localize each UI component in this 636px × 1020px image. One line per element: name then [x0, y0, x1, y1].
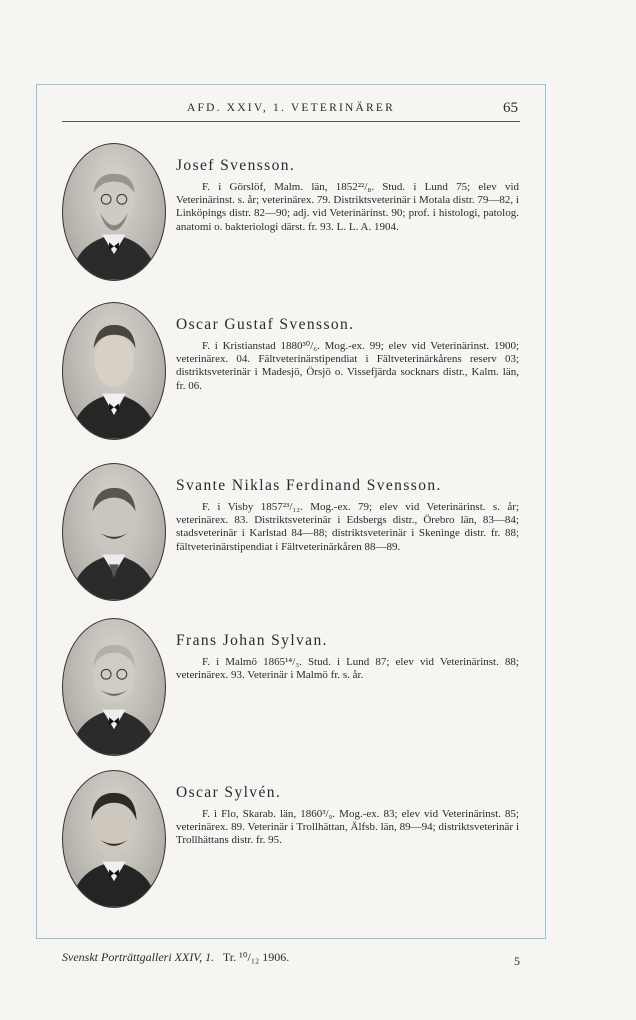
- portrait-photo: [62, 302, 166, 440]
- signature-mark: 5: [514, 954, 520, 968]
- printing-date: Tr. ¹⁰/₁₂ 1906.: [222, 950, 290, 964]
- portrait-photo: [62, 618, 166, 756]
- person-name: Frans Johan Sylvan.: [176, 632, 328, 649]
- portrait-figure-icon: [63, 464, 165, 600]
- person-name: Oscar Gustaf Svensson.: [176, 316, 355, 333]
- biography-text: F. i Malmö 1865¹⁴/₃. Stud. i Lund 87; elev vid Veterinärinst. 88; veterinärex. 93. Veterinär i Malmö fr. s. år.: [176, 656, 519, 682]
- portrait-photo: [62, 463, 166, 601]
- portrait-figure-icon: [63, 144, 165, 280]
- biography-text: F. i Flo, Skarab. län, 1860³/₉. Mog.-ex. 83; elev vid Veterinärinst. 85; veterinärex. 89. Veterinär i Trollhättan, Älfsb. län, 89—94; distriktsveterinär i Trollhättans distr. fr. 95.: [176, 808, 519, 847]
- portrait-figure-icon: [63, 619, 165, 755]
- biography-text: F. i Visby 1857²³/₁₂. Mog.-ex. 79; elev vid Veterinärinst. s. år; veterinärex. 83. Distriktsveterinär i Edsbergs distr., Örebro län, 83—84; stadsveterinär i Karlstad 84—88; distriktsveterinär i Skeninge distr. fr. 88; fältveterinärstipendiat i Fältveterinärkåren 88—89.: [176, 501, 519, 553]
- page-footer: [62, 950, 522, 968]
- page-number: 65: [503, 100, 518, 116]
- person-name: Josef Svensson.: [176, 157, 296, 174]
- portrait-figure-icon: [63, 303, 165, 439]
- portrait-figure-icon: [63, 771, 165, 907]
- portrait-photo: [62, 143, 166, 281]
- person-name: Svante Niklas Ferdinand Svensson.: [176, 477, 442, 494]
- person-name: Oscar Sylvén.: [176, 784, 282, 801]
- publication-title: Svenskt Porträttgalleri XXIV, 1.: [62, 950, 215, 964]
- portrait-photo: [62, 770, 166, 908]
- biography-text: F. i Görslöf, Malm. län, 1852²²/₈. Stud. i Lund 75; elev vid Veterinärinst. s. år; veterinärex. 79. Distriktsveterinär i Motala distr. 79—82, i Linköpings distr. 82—90; adj. vid Veterinärinst. 90; prof. i histologi, patolog. anatomi o. bakteriologi därst. fr. 93. L. L. A. 1904.: [176, 181, 519, 233]
- header-title: AFD. XXIV, 1. VETERINÄRER: [187, 102, 395, 114]
- running-header: [62, 100, 520, 122]
- biography-text: F. i Kristianstad 1880³⁰/₆. Mog.-ex. 99; elev vid Veterinärinst. 1900; veterinärex. 04. Fältveterinärstipendiat i Fältveterinärkårens reserv 03; distriktsveterinär i Madesjö, Örsjö o. Vissefjärda socknars distr., Kalm. län, fr. 06.: [176, 340, 519, 392]
